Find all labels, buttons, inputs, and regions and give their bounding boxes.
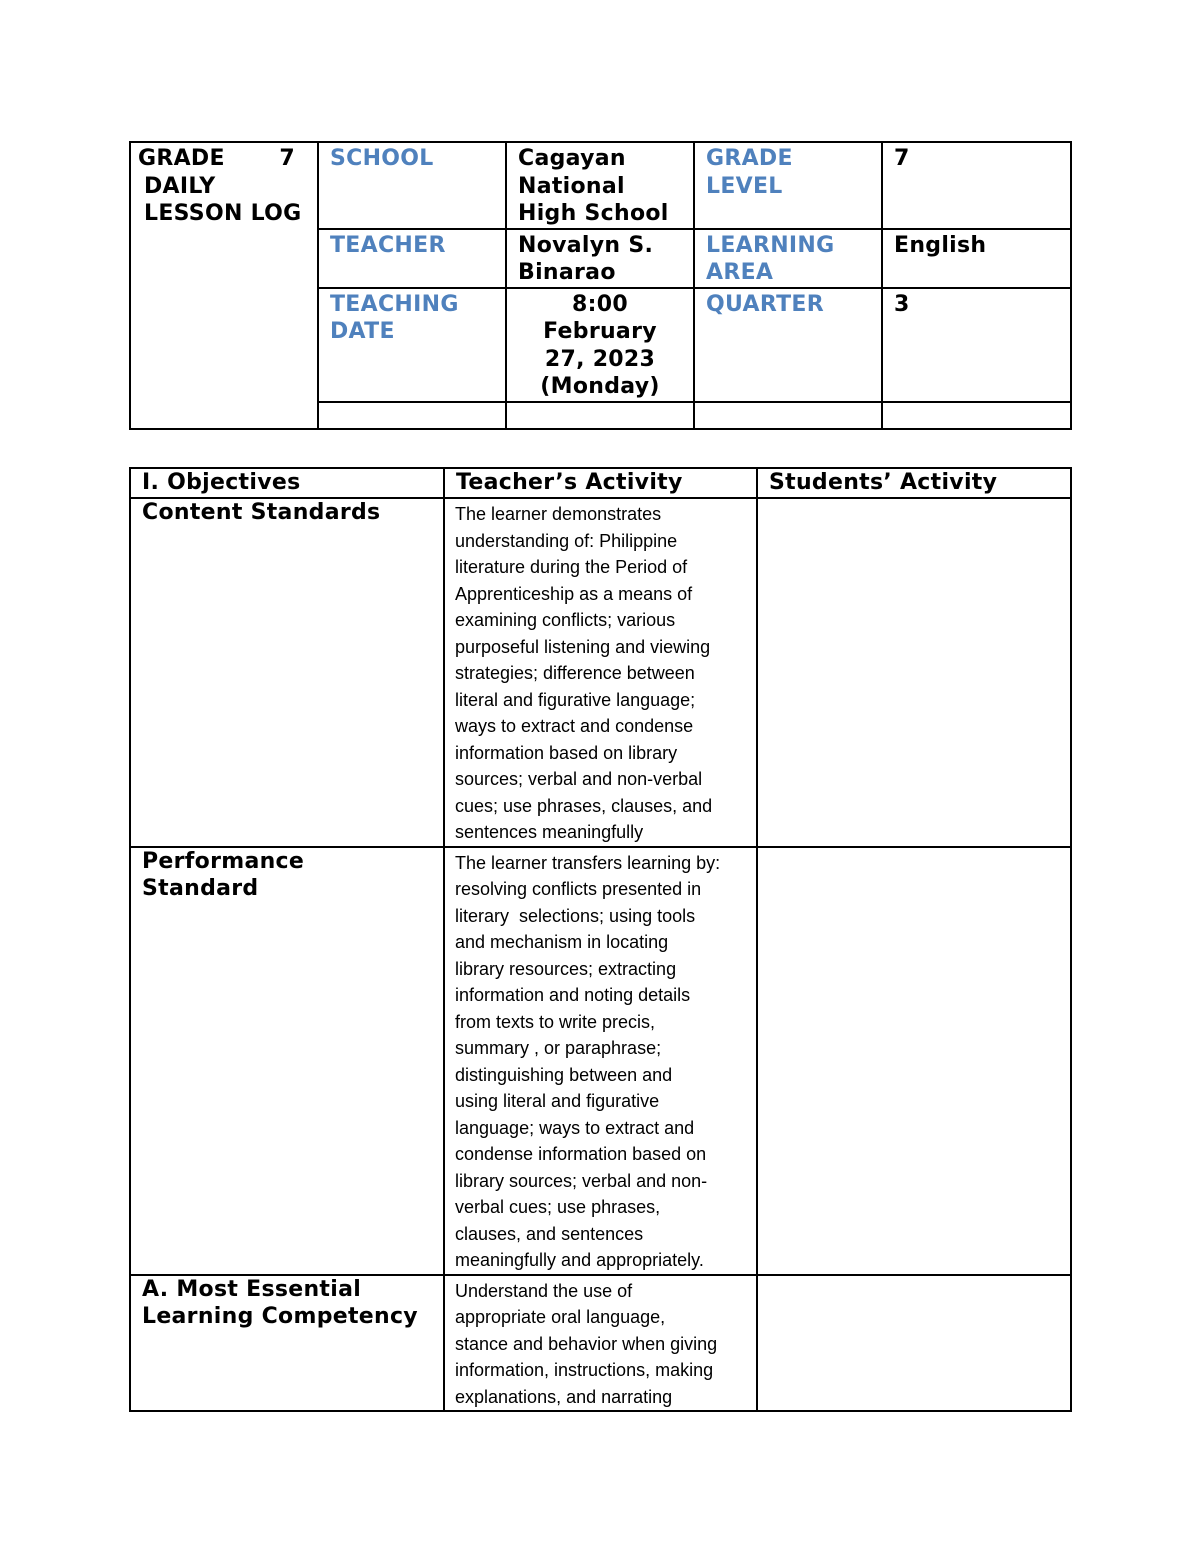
school-label-cell bbox=[318, 142, 506, 229]
text-line: stance and behavior when giving bbox=[455, 1333, 718, 1354]
grade-level-label-cell bbox=[694, 142, 882, 229]
quarter-value-cell bbox=[882, 288, 1071, 402]
text-line: using literal and figurative bbox=[455, 1091, 660, 1111]
school-label: SCHOOL bbox=[330, 146, 434, 171]
text-line: resolving conflicts presented in bbox=[455, 879, 702, 899]
teacher-label-cell bbox=[318, 229, 506, 288]
text-line: from texts to write precis, bbox=[455, 1011, 656, 1032]
text-line: The learner demonstrates bbox=[455, 504, 662, 524]
content-standards-teacher-cell bbox=[444, 498, 757, 847]
performance-standard-label-cell bbox=[130, 847, 444, 1275]
text-line: literary selections; using tools bbox=[455, 905, 696, 926]
title-grade-number: 7 bbox=[279, 146, 295, 171]
learning-area-label-line1: LEARNING bbox=[706, 232, 835, 258]
teaching-date-label-cell bbox=[318, 288, 506, 402]
text-line: strategies; difference between bbox=[455, 663, 695, 683]
empty-cell bbox=[694, 402, 882, 429]
content-standards-students-cell bbox=[757, 498, 1071, 847]
school-value-line3: High School bbox=[518, 201, 669, 226]
teaching-date-day-year: 27, 2023 bbox=[544, 346, 656, 372]
text-line: explanations, and narrating bbox=[455, 1386, 673, 1407]
text-line: information, instructions, making bbox=[455, 1360, 714, 1380]
text-line: verbal cues; use phrases, bbox=[455, 1197, 661, 1217]
text-line: Apprenticeship as a means of bbox=[455, 583, 693, 604]
text-line: summary , or paraphrase; bbox=[455, 1038, 662, 1058]
text-line: understanding of: Philippine bbox=[455, 530, 678, 551]
text-line: literal and figurative language; bbox=[455, 689, 696, 710]
learning-area-value-cell bbox=[882, 229, 1071, 288]
objectives-header: I. Objectives bbox=[142, 470, 301, 495]
grade-level-label-line1: GRADE bbox=[706, 146, 793, 171]
objectives-header-cell bbox=[130, 468, 444, 498]
teaching-date-weekday: (Monday) bbox=[540, 374, 660, 399]
text-line: purposeful listening and viewing bbox=[455, 636, 711, 657]
text-line: language; ways to extract and bbox=[455, 1117, 695, 1138]
text-line: distinguishing between and bbox=[455, 1064, 673, 1085]
teacher-value-line2: Binarao bbox=[518, 260, 616, 285]
learning-area-label-cell bbox=[694, 229, 882, 288]
empty-cell bbox=[882, 402, 1071, 429]
learning-area-label-line2: AREA bbox=[706, 260, 774, 285]
teacher-activity-header: Teacher’s Activity bbox=[456, 470, 683, 495]
melc-label-line1: A. Most Essential bbox=[142, 1276, 362, 1302]
title-daily: DAILY bbox=[144, 173, 216, 199]
grade-level-value-cell bbox=[882, 142, 1071, 229]
empty-cell bbox=[506, 402, 694, 429]
teaching-date-value-cell bbox=[506, 288, 694, 402]
teaching-date-month: February bbox=[543, 319, 657, 344]
empty-cell bbox=[318, 402, 506, 429]
text-line: library resources; extracting bbox=[455, 958, 677, 979]
quarter-value: 3 bbox=[894, 291, 910, 317]
teacher-value-line1: Novalyn S. bbox=[518, 232, 654, 258]
teacher-activity-header-cell bbox=[444, 468, 757, 498]
teaching-date-time: 8:00 bbox=[572, 291, 628, 317]
content-standards-label-cell bbox=[130, 498, 444, 847]
text-line: examining conflicts; various bbox=[455, 610, 676, 630]
melc-label-cell bbox=[130, 1275, 444, 1412]
text-line: appropriate oral language, bbox=[455, 1307, 666, 1327]
lesson-log-title-cell bbox=[130, 142, 318, 429]
grade-level-value: 7 bbox=[894, 146, 910, 171]
content-standards-label: Content Standards bbox=[142, 500, 381, 525]
text-line: sources; verbal and non-verbal bbox=[455, 769, 703, 789]
text-line: sentences meaningfully bbox=[455, 822, 644, 842]
performance-standard-label-line2: Standard bbox=[142, 876, 259, 901]
learning-area-value: English bbox=[894, 232, 987, 258]
text-line: The learner transfers learning by: bbox=[455, 852, 721, 873]
text-line: library sources; verbal and non- bbox=[455, 1170, 708, 1191]
quarter-label-cell bbox=[694, 288, 882, 402]
text-line: cues; use phrases, clauses, and bbox=[455, 795, 713, 816]
text-line: Understand the use of bbox=[455, 1280, 633, 1301]
melc-label-line2: Learning Competency bbox=[142, 1304, 418, 1329]
teacher-value-cell bbox=[506, 229, 694, 288]
students-activity-header: Students’ Activity bbox=[769, 470, 998, 495]
melc-students-cell bbox=[757, 1275, 1071, 1412]
school-value-line1: Cagayan bbox=[518, 146, 626, 171]
text-line: information and noting details bbox=[455, 985, 691, 1005]
teacher-label: TEACHER bbox=[330, 232, 446, 258]
title-lesson-log: LESSON LOG bbox=[144, 201, 302, 226]
text-line: information based on library bbox=[455, 742, 678, 763]
text-line: meaningfully and appropriately. bbox=[455, 1250, 704, 1270]
text-line: ways to extract and condense bbox=[455, 716, 694, 736]
lesson-log-header-table bbox=[129, 141, 1072, 430]
performance-standard-label-line1: Performance bbox=[142, 848, 305, 874]
text-line: and mechanism in locating bbox=[455, 932, 669, 952]
teaching-date-label-line2: DATE bbox=[330, 319, 395, 344]
grade-level-label-line2: LEVEL bbox=[706, 173, 783, 199]
text-line: clauses, and sentences bbox=[455, 1223, 644, 1244]
performance-standard-teacher-cell bbox=[444, 847, 757, 1275]
text-line: literature during the Period of bbox=[455, 557, 688, 577]
melc-teacher-cell bbox=[444, 1275, 757, 1412]
text-line: condense information based on bbox=[455, 1144, 707, 1164]
school-value-cell bbox=[506, 142, 694, 229]
students-activity-header-cell bbox=[757, 468, 1071, 498]
objectives-table bbox=[129, 467, 1072, 1412]
quarter-label: QUARTER bbox=[706, 291, 824, 317]
title-grade-word: GRADE bbox=[138, 146, 225, 171]
school-value-line2: National bbox=[518, 173, 625, 199]
teaching-date-label-line1: TEACHING bbox=[330, 291, 459, 317]
performance-standard-students-cell bbox=[757, 847, 1071, 1275]
